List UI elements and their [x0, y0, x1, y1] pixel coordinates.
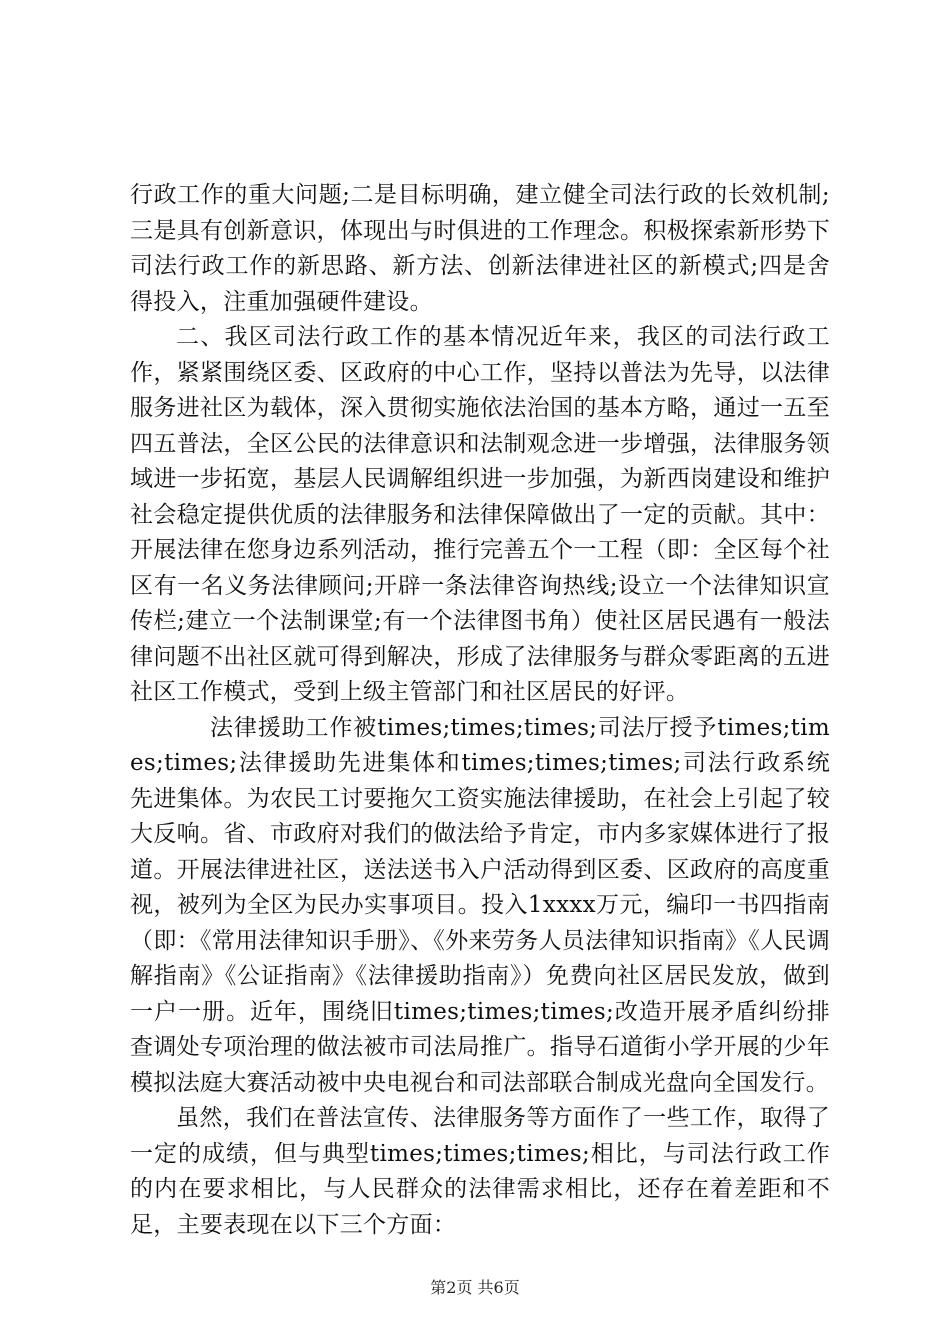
paragraph-2: 二、我区司法行政工作的基本情况近年来，我区的司法行政工作，紧紧围绕区委、区政府的中心工作，坚持以普法为先导，以法律服务进社区为载体，深入贯彻实施依法治国的基本方略，通过一五至四五普法，全区公民的法律意识和法制观念进一步增强，法律服务领域进一步拓宽，基层人民调解组织进一步加强，为新西岗建设和维护社会稳定提供优质的法律服务和法律保障做出了一定的贡献。其中：开展法律在您身边系列活动，推行完善五个一工程（即：全区每个社区有一名义务法律顾问;开辟一条法律咨询热线;设立一个法律知识宣传栏;建立一个法制课堂;有一个法律图书角）使社区居民遇有一般法律问题不出社区就可得到解决，形成了法律服务与群众零距离的五进社区工作模式，受到上级主管部门和社区居民的好评。	[130, 324, 830, 705]
paragraph-1: 行政工作的重大问题;二是目标明确，建立健全司法行政的长效机制;三是具有创新意识，体现出与时俱进的工作理念。积极探索新形势下司法行政工作的新思路、新方法、创新法律进社区的新模式;四是舍得投入，注重加强硬件建设。	[130, 182, 830, 315]
paragraph-3: 法律援助工作被times;times;times;司法厅授予times;times;times;法律援助先进集体和times;times;times;司法行政系统先进集体。为农民工讨要拖欠工资实施法律援助，在社会上引起了较大反响。省、市政府对我们的做法给予肯定，市内多家媒体进行了报道。开展法律进社区，送法送书入户活动得到区委、区政府的高度重视，被列为全区为民办实事项目。投入1xxxx万元，编印一书四指南（即：《常用法律知识手册》、《外来劳务人员法律知识指南》《人民调解指南》《公证指南》《法律援助指南》）免费向社区居民发放，做到一户一册。近年，围绕旧times;times;times;改造开展矛盾纠纷排查调处专项治理的做法被市司法局推广。指导石道街小学开展的少年模拟法庭大赛活动被中央电视台和司法部联合制成光盘向全国发行。	[130, 714, 830, 1096]
page-indicator: 第2页 共6页	[430, 1278, 520, 1297]
document-body	[130, 178, 830, 1243]
paragraph-4: 虽然，我们在普法宣传、法律服务等方面作了一些工作，取得了一定的成绩，但与典型times;times;times;相比，与司法行政工作的内在要求相比，与人民群众的法律需求相比，还存在着差距和不足，主要表现在以下三个方面：	[130, 1105, 830, 1238]
